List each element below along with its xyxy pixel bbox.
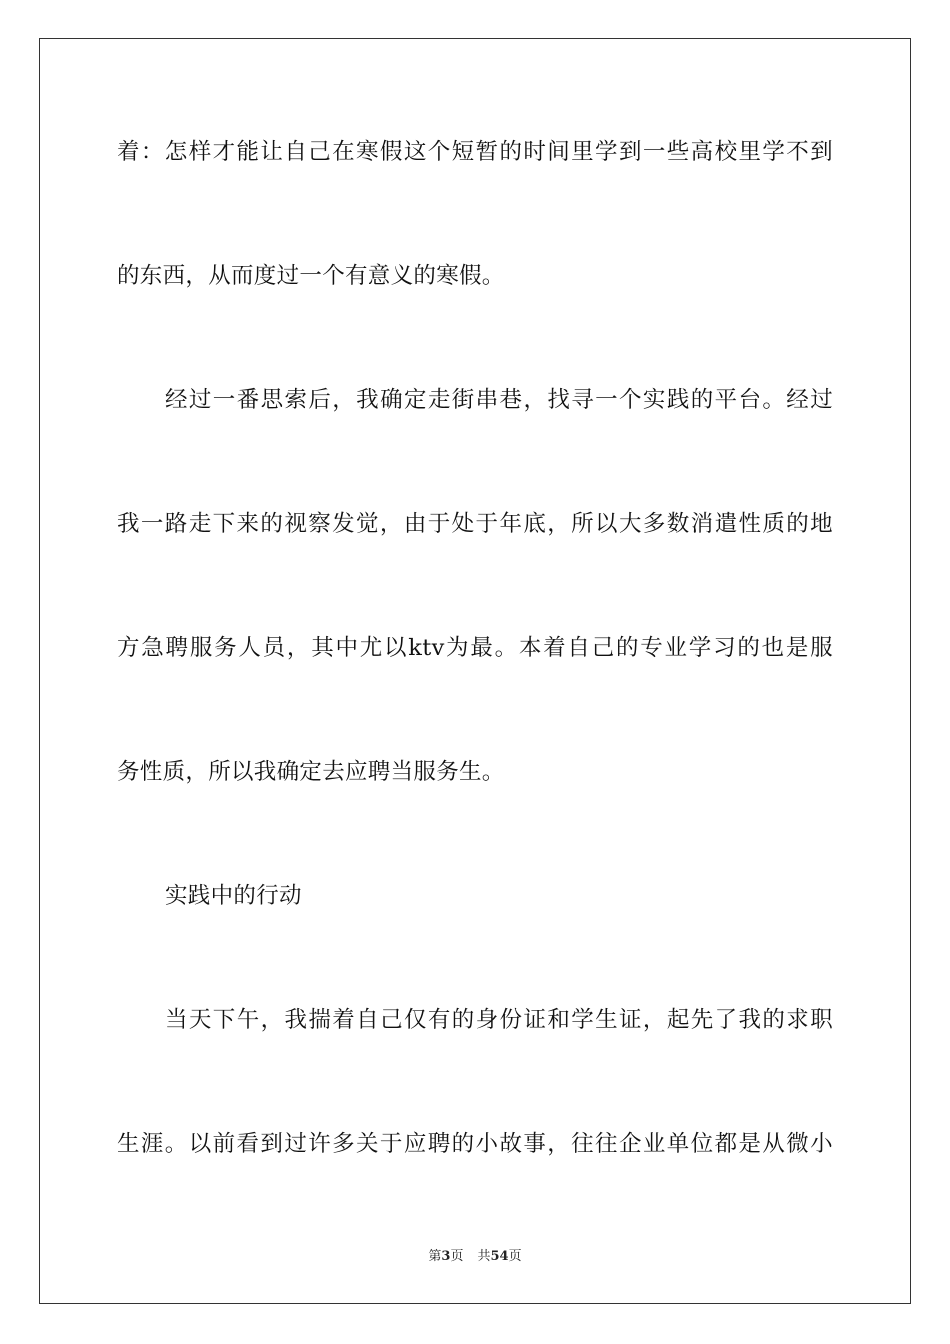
text-line-2: 的东西，从而度过一个有意义的寒假。 [117,263,505,289]
total-page-count: 54 [490,1249,509,1264]
text-line-4: 我一路走下来的视察发觉，由于处于年底，所以大多数消遣性质的地 [117,511,833,537]
current-page-number: 3 [441,1249,451,1264]
page-frame [39,38,911,1304]
section-heading: 实践中的行动 [165,883,302,909]
text-line-8: 当天下午，我揣着自己仅有的身份证和学生证，起先了我的求职 [165,1007,833,1033]
text-line-3: 经过一番思索后，我确定走街串巷，找寻一个实践的平台。经过 [165,387,833,413]
total-suffix: 页 [508,1249,522,1264]
text-line-9: 生涯。以前看到过许多关于应聘的小故事，往往企业单位都是从微小 [117,1131,833,1157]
total-prefix: 共 [477,1249,491,1264]
text-line-1: 着：怎样才能让自己在寒假这个短暂的时间里学到一些高校里学不到 [117,139,833,165]
text-line-6: 务性质，所以我确定去应聘当服务生。 [117,759,505,785]
text-line-5: 方急聘服务人员，其中尤以ktv为最。本着自己的专业学习的也是服 [117,635,833,661]
page-suffix: 页 [450,1249,464,1264]
page-footer [0,1248,950,1266]
page-prefix: 第 [428,1249,442,1264]
